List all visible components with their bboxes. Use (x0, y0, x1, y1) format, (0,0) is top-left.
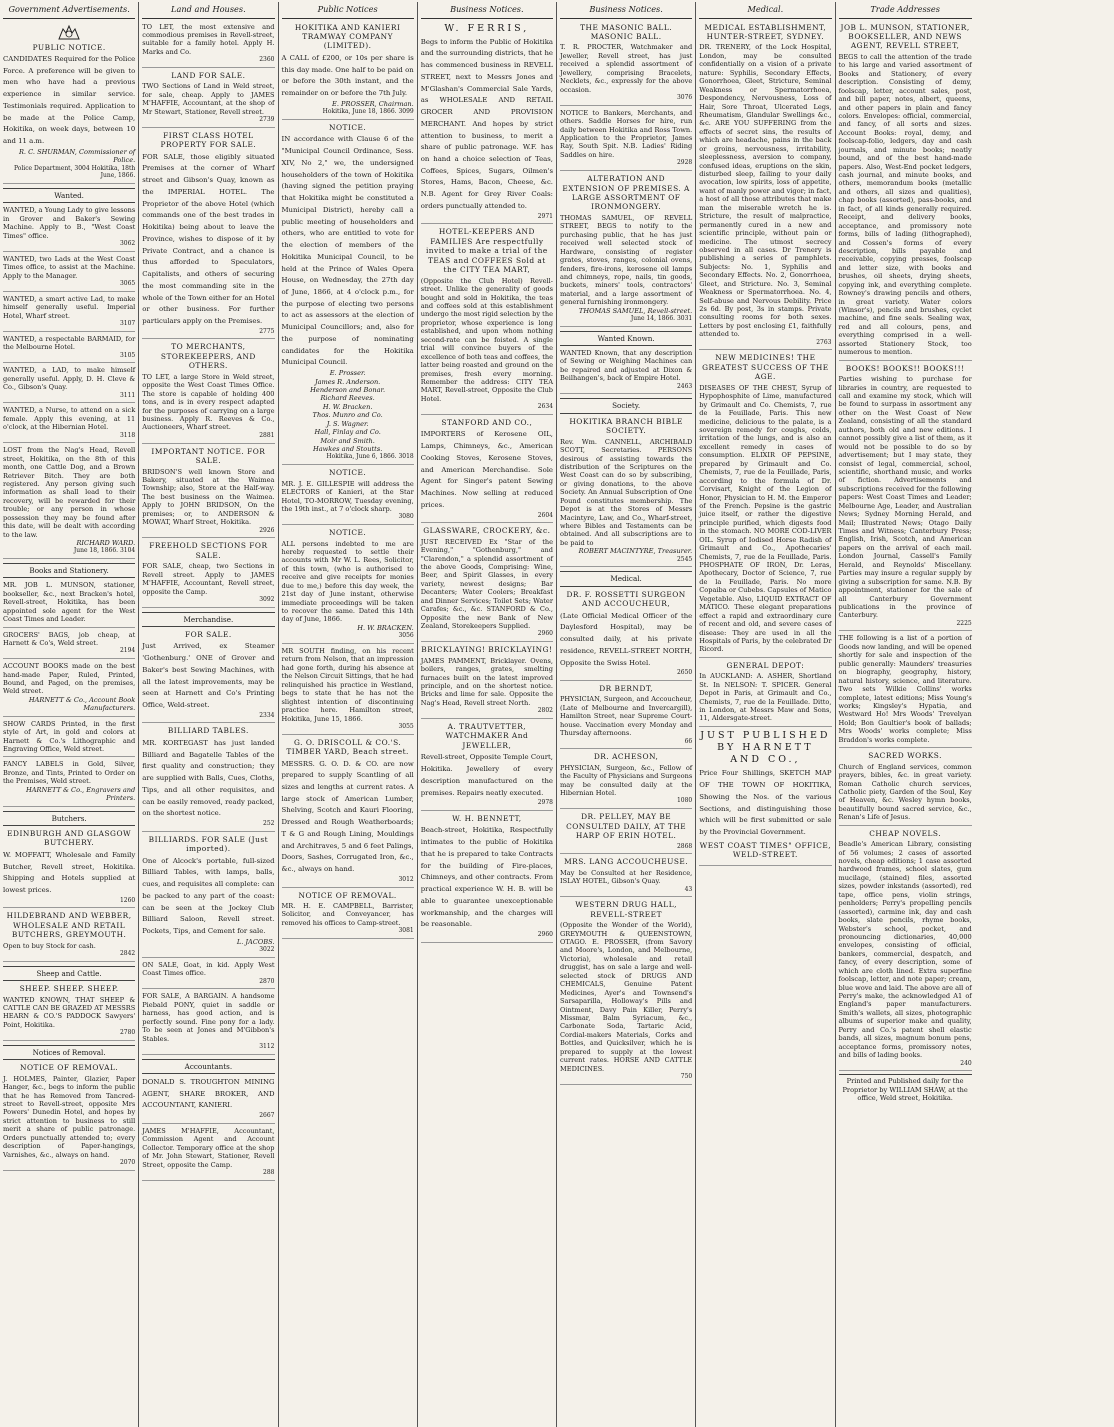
ad-ref: 3055 (398, 722, 414, 730)
ad-munson-agent (3, 581, 135, 627)
ad-text: T. R. PROCTER, Watchmaker and Jeweller, Revell street, has just received a splendid assortment of Jewellery, comprising Bracelets, Necklets, &c., expressly for the above occasion. (560, 43, 693, 94)
ad-text: Beach-street, Hokitika, Respectfully intimates to the public of Hokitika that he is prepared to take Contracts for the building of Fire-places, Chimneys, and other contracts. From practical experience W. H. B. will be able to guarantee unexceptionable workmanship, and the charges will be reasonable. (420, 826, 553, 929)
ad-signature: E. PROSSER, Chairman. (332, 99, 414, 108)
ad-wanted-lady (3, 206, 135, 251)
ad-text: SHOW CARDS Printed, in the first style of Art, in gold and colors at Harnett & Co.'s Lithographic and Engraving Office, Weld street. (3, 719, 136, 753)
ad-text: FOR SALE, A BARGAIN. A handsome Piebald PONY, quiet in saddle or harness, has good action, and is perfectly sound. Fine pony for a lady. To be seen at Jones and M'Gibbon's Stables. (142, 992, 275, 1043)
ad-ref: 2775 (259, 327, 275, 335)
column-trade-addresses (836, 2, 975, 1427)
signatory: Hawkes and Stoutts. (312, 445, 383, 454)
ad-headline: SACRED WORKS. (868, 751, 942, 761)
ad-gillespie (282, 468, 414, 525)
ad-ref: 2842 (119, 950, 136, 958)
ad-ref: 3081 (398, 927, 414, 935)
ad-to-merchants (142, 342, 274, 443)
ad-text: LOST from the Nag's Head, Revell street, Hokitika, on the 8th of this month, one Cattle Dog, and a Brown Retriever Bitch. They are both registered. Any person giving such information as shall lead to their recovery, will be rewarded for their trouble; or any person in whose possession they may be found after this date, will be dealt with according to the law. (3, 446, 136, 539)
ad-dr-rossetti (560, 590, 692, 681)
royal-crest-icon (57, 23, 81, 41)
ad-headline: EDINBURGH AND GLASGOW BUTCHERY. (7, 828, 132, 848)
ad-bridson-store (142, 447, 274, 539)
ad-text: W. MOFFATT, Wholesale and Family Butcher, Revell street, Hokitika. Shipping and Hotels supplied at lowest prices. (3, 850, 136, 894)
ad-text: Revell-street, Opposite Temple Court, Hokitika. Jewellery of every description manufactured on the premises. Repairs neatly executed. (420, 753, 553, 797)
ad-headline: BRICKLAYING! BRICKLAYING! (421, 645, 553, 655)
ad-headline: W. FERRIS, (444, 22, 530, 34)
signatory: H. W. Bracken. (322, 402, 373, 411)
ad-text: WANTED, a smart active Lad, to make himself generally useful. Imperial Hotel, Wharf street. (3, 294, 136, 320)
ad-mhaffie (142, 1127, 274, 1181)
ad-headline: MEDICAL ESTABLISHMENT, HUNTER-STREET, SYDNEY. (704, 22, 827, 41)
ad-masonic-ball (560, 23, 692, 106)
ad-ref: 3105 (119, 351, 136, 359)
ad-tramway-company (282, 23, 414, 120)
ad-ref: 2763 (816, 338, 832, 346)
ad-text: TO LET, a large Store in Weld street, opposite the West Coast Times Office. The store is capable of holding 400 tons, and is in every respect adapted for the purposes of carrying on a large business. Apply R. Reeves & Co., Auctioneers, Wharf street. (142, 372, 275, 432)
ad-ref: 43 (684, 885, 693, 893)
ad-signature: ROBERT MACINTYRE, Treasurer. (578, 547, 693, 556)
ad-ref: 3062 (119, 240, 136, 248)
ad-ref: 2194 (119, 647, 136, 655)
ad-text: (Late Official Medical Officer of the Daylesford Hospital), may be consulted daily, at his private residence, REVELL-STREET NORTH, Opposite the Swiss Hotel. (560, 611, 693, 667)
ad-text: DONALD S. TROUGHTON MINING AGENT, SHARE BROKER, AND ACCOUNTANT, KANIERI. (142, 1077, 275, 1110)
section-heading: Butchers. (3, 811, 135, 826)
ad-sewing-machine (142, 630, 274, 724)
ad-sewing-repairs (560, 349, 692, 394)
section-heading: Medical. (560, 571, 692, 586)
column-business-notices-2 (557, 2, 696, 1427)
ad-headline: NOTICE. (328, 122, 367, 132)
ad-headline: NEW MEDICINES! THE GREATEST SUCCESS OF THE AGE. (702, 353, 829, 382)
ad-ref: June 14, 1866. 3031 (630, 315, 693, 323)
ad-ref: 3111 (119, 391, 136, 399)
ad-bricklaying (421, 645, 553, 719)
ad-ref: 2960 (537, 630, 553, 638)
ad-text: Just Arrived, ex Steamer 'Gothenburg.' ONE of Grover and Baker's best Sewing Machines, with all the latest improvements, may be seen at Harnett and Co's Printing Office, Weld-street. (142, 642, 275, 709)
ad-headline: FOR SALE. (185, 629, 232, 639)
ad-glassware (421, 526, 553, 642)
ad-text: WANTED KNOWN, THAT SHEEP & CATTLE CAN BE GRAZED AT MESSRS HEARN & CO.'S PADDOCK Sawyers' Point, Hokitika. (3, 995, 136, 1029)
ad-text: FOR SALE, cheap, two Sections in Revell street. Apply to JAMES M'HAFFIE, Accountant, Revell street, opposite the Camp. (142, 562, 275, 596)
ad-ref: 2960 (537, 931, 553, 939)
ad-headline: NOTICE OF REMOVAL. (20, 1063, 119, 1073)
ad-text: BEGS to call the attention of the trade to his large and varied assortment of Books and Stationery, of every description. Consisting of demy, foolscap, letter, account sales, post, and bill paper, notes, albert, queens, and other papers in plain and fancy colors. Envelopes: official, commercial, and fancy, of all sorts and sizes. Account Books: royal, demy, and foolscap-folio, ledgers, day and cash journals, and minute books; neatly bound, and of the best hand-made papers. Also, West-End pocket ledgers, cash journal, and minute books, and others, memorandum books (metallic and others, all sizes and qualities), chap books (assorted), pass-books, and in fact, of all kinds generally required. Receipt, and delivery books, acceptance, and promissory note forms, bills of lading (lithographed), and Cossen's forms of every description, bills payable and receivable, copying presses, foolscap and letter size, with books and brushes, oil sheets, drying sheets, copying ink, and everything complete. Rowney's drawing pencils and others, in great variety. Water colors (Winsor's), pencils and brushes, cyclet machine, and fine seals. Sealing wax, red and all colours, pens, and everything comprised in a well-assorted Stationery Stock, too numerous to mention. (838, 52, 972, 357)
ad-text: NOTICE to Bankers, Merchants, and others. Saddle Horses for hire, run daily between Hokitika and Ross Town. Application to the Proprietor, James Ray, South Spit. N.B. Ladies' Riding Saddles on hire. (560, 108, 693, 159)
column-public-notices (279, 2, 418, 1427)
ad-text: PHYSICIAN, Surgeon, &c., Fellow of the Faculty of Physicians and Surgeons may be consulted daily at the Hibernian Hotel. (560, 763, 693, 798)
signatory: Moir and Smith. (320, 436, 375, 445)
ad-ferris-grocer (421, 23, 553, 225)
ad-headline: G. O. DRISCOLL & CO.'S. TIMBER YARD, Beach street. (286, 737, 409, 757)
ad-to-let-premises (142, 23, 274, 68)
ad-text: DR. TRENERY, of the Lock Hospital, London, may be consulted confidentially on a vision of a private nature: Syphilis, Secondary Effects, Gonorrhoea, Gleet, Stricture, Seminal Weakness or Spermatorrhoea, Despondency, Nervousness, Loss of Hair, Sore Throat, Ulcerated Legs, Rheumatism, Glandular Swellings &c., &c. ARE YOU SUFFERING from the effects of secret sins, the results of which are headache, pains in the back or groins, nervousness, irritability, sleeplessness, aversion to company, confused ideas, eruptions on the skin, disturbed sleep, failing to your daily avocation, low spirits, loss of appetite, want of manly power and vigor; in fact, a host of all those attributes that make man the miserable wretch he is. Stricture, the result of malpractice, permanently cured in a new and scientific principle, without pain or medicine. The utmost secrecy observed in all cases. Dr Trenery is publishing a series of pamphlets. Subjects: No. 1, Syphilis and Secondary Effects. No. 2, Gonorrhoea, Gleet, and Stricture. No. 3, Seminal Weakness or Spermatorrhoea. No. 4, Self-abuse and Nervous Debility. Price 2s 6d. By post, 3s in stamps. Private consulting rooms for both sexes. Letters by post enclosing £1, faithfully attended to. (699, 43, 832, 339)
ad-bennett (421, 814, 553, 943)
ad-text: One of Alcock's portable, full-sized Billiard Tables, with lamps, balls, cues, and requisites all complete: can be packed to any part of the coast: can be seen at the Jockey Club Billiard Saloon, Revell street. Pockets, Tips, and Cement for sale. (142, 856, 275, 935)
ad-billiards-for-sale (142, 835, 274, 958)
ad-ref: 252 (263, 819, 275, 827)
ad-sacred-works (839, 751, 972, 826)
column-heading: Medical. (699, 2, 831, 19)
ad-signature: RICHARD WARD. (76, 539, 136, 547)
ad-text: DISEASES OF THE CHEST, Syrup of Hypophosphite of Lime, manufactured by Grimault and Co. Chemists, 7, rue de la Feuillade, Paris. This new medicine, delicious to the palate, is a sovereign remedy for coughs, colds, irritation of the lungs, and is also an excellent remedy in cases of consumption. ELIXIR OF PEPSINE, prepared by Grimault and Co. Chemists, 7, rue de la Feuillade, Paris, according to the formula of Dr. Corvisart, Knight of the Legion of Honor, Physician to H. M. the Emperor of the French. Pepsine is the gastric juice itself, or rather the digestive principle purified, which digests food in the stomach. NO MORE COD-LIVER OIL. Syrup of Iodised Horse Radish of Grimault and Co., Apothecaries' Chemists, 7, rue de la Feuillade, Paris. PHOSPHATE OF IRON, Dr. Leras, Apothecary, Doctor of Science, 7, rue de la Feuillade, Paris. No more Copaiba or Cubebs. Capsules of Matico Vegetable. Also, LIQUID EXTRACT OF MATICO. These elegant preparations effect a rapid and extraordinary cure of recent and old, and severe cases of disease: They are used in all the Hospitals of Paris, by the celebrated Dr Ricord. (699, 383, 832, 654)
ad-headline: HOKITIKA BRANCH BIBLE SOCIETY. (569, 416, 683, 436)
ad-headline: BILLIARD TABLES. (167, 726, 249, 736)
ad-text: IMPORTERS of Kerosene OIL, Lamps, Chimneys, &c., American Cooking Stoves, Kerosene Stoves, and American Merchandise. Sole Agent for Singer's patent Sewing Machines. Now selling at reduced prices. (420, 430, 553, 509)
ad-ref: Hokitika, June 18, 1866. 3099 (322, 108, 414, 116)
ad-headline: HOKITIKA AND KANIERI TRAMWAY COMPANY (LIMITED). (294, 22, 401, 51)
ad-ref: 2928 (676, 159, 693, 167)
ad-text: IN accordance with Clause 6 of the "Municipal Council Ordinance, Sess. XIV, No 2," we, the undersigned householders of the town of Hokitika (having signed the petition praying that Hokitika might be constituted a Municipal District), hereby call a public meeting of householders and others, who are entitled to vote for the election of members of the Hokitika Municipal Council, to be held at the Prince of Wales Opera House, on Wednesday, the 27th day of June, 1866, at 4 o'clock p.m., for the purpose of electing two persons to act as assessors at the election of Municipal Councillors; and, also for the purpose of nominating candidates for the Hokitika Municipal Council. (281, 135, 414, 367)
ad-ref: 2225 (956, 619, 972, 627)
ad-text: TWO Sections of Land in Weld street, for sale, cheap. Apply to JAMES M'HAFFIE, Accountant, at the shop of Mr Stewart, Stationer, Revell street. (142, 82, 275, 116)
ad-wanted-lads (3, 255, 135, 292)
ad-headline: BOOKS! BOOKS!! BOOKS!!! (845, 363, 965, 373)
section-heading: Wanted. (3, 188, 135, 203)
ad-text: A CALL of £200, or 10s per share is this day made. One half to be paid on or before the 30th instant, and the remainder on or before the 7th July. (281, 53, 414, 98)
section-heading: Notices of Removal. (3, 1045, 135, 1060)
ad-samuel-ironmongery (560, 174, 692, 327)
column-heading: Public Notices (282, 2, 414, 19)
ad-signature: HARNETT & Co., Engravers and Printers. (26, 785, 136, 803)
ad-text: BRIDSON'S well known Store and Bakery, situated at the Waimea Township; also, Store at the Half-way. The best business on the Waimea. Apply to JOHN BRIDSON, On the premises; or, to ANDERSON & MOWAT, Wharf Street, Hokitika. (142, 467, 275, 527)
ad-ref: June 18, 1866. 3104 (73, 547, 136, 555)
ad-ref: 2634 (537, 403, 553, 411)
ad-saddle-horses (560, 109, 692, 171)
ad-ref: 66 (684, 737, 693, 745)
section-heading: Accountants. (142, 1059, 274, 1074)
ad-text: MR. JOB L. MUNSON, stationer, bookseller, &c., next Bracken's hotel, Revell-street, Hokitika, has been appointed sole agent for the West Coast Times and Leader. (3, 581, 136, 624)
ad-western-drug-hall (560, 900, 692, 1084)
ad-ref: 2971 (537, 212, 553, 220)
ad-holmes-removal (3, 1063, 135, 1171)
ad-campbell-removal (282, 891, 414, 939)
ad-show-cards (3, 720, 135, 758)
ad-headline: DR. PELLEY, MAY BE CONSULTED DAILY, AT THE HARP OF ERIN HOTEL. (566, 812, 687, 841)
ad-ref: 2926 (259, 526, 275, 534)
ad-ref: 750 (680, 1073, 693, 1081)
ad-headline: STANFORD AND CO., (441, 417, 533, 427)
ad-headline: W. H. BENNETT, (452, 813, 522, 823)
ad-text: TO LET, the most extensive and commodious premises in Revell-street, suitable for a family hotel. Apply H. Marks and Co. (142, 22, 275, 56)
ad-text: Church of England services, common prayers, bibles, &c. in great variety. Roman Catholic church services, Catholic piety, Garden of the Soul, Key of Heaven, &c. Wesley hymn books, beautifully bound sacred service, &c., Renan's Life of Jesus. (838, 762, 972, 822)
ad-text: (Opposite the Wonder of the World), GREYMOUTH & QUEENSTOWN, OTAGO. E. PROSSER, (from Savory and Moore's, London, and Melbourne, Victoria), wholesale and retail druggist, has on sale a large and well-selected stock of DRUGS AND CHEMICALS, Genuine Patent Medicines, Ayer's and Townsend's Sarsaparilla, Holloway's Pills and Ointment, Davy Pain Killer, Perry's Missmar, Balm Syriacum, &c., Carbonate Soda, Tartaric Acid, Cordial-makers Materials, Corks and Bottles, and Quicksilver, which he is prepared to supply at the lowest current rates. HORSE AND CATTLE MEDICINES. (560, 921, 693, 1073)
ad-text: WANTED, two Lads at the West Coast Times office, to assist at the Machine. Apply to the Manager. (3, 254, 136, 280)
ad-municipal-notice (282, 123, 414, 465)
ad-land-for-sale (142, 71, 274, 128)
ad-munson-stationer (839, 23, 972, 361)
ad-headline: GENERAL DEPOT: (726, 660, 805, 670)
ad-text: MR SOUTH finding, on his recent return from Nelson, that an impression had gone forth, during his absence at the Nelson Circuit Sittings, that he had relinquished his practice in Westland, begs to state that he has not the slightest intention of discontinuing practice here. Hamilton street, Hokitika, June 15, 1866. (281, 647, 414, 723)
ad-ref: 3056 (398, 632, 414, 640)
ad-headline: A. TRAUTVETTER, WATCHMAKER And JEWELLER, (445, 721, 529, 750)
ad-mr-south (282, 647, 414, 735)
ad-ref: 3065 (119, 280, 136, 288)
ad-headline: GLASSWARE, CROCKERY, &c. (423, 526, 551, 536)
ad-headline: NOTICE OF REMOVAL. (298, 890, 397, 900)
ad-ref: 2545 (676, 555, 693, 563)
ad-signature: R. C. SHURMAN, Commissioner of Police. (18, 147, 136, 165)
ad-ref: Police Department, 3004 Hokitika, 18th June, 1866. (13, 164, 136, 180)
signatory: Richard Reeves. (320, 394, 375, 403)
ad-text: THOMAS SAMUEL, OF REVELL STREET, BEGS to notify to the purchasing public, that he has just received well selected stock of Hardware, consisting of register grates, stoves, ranges, colonial ovens, fenders, fire-irons, kerosene oil lamps and chimneys, rope, nails, tin goods, buckets, miners' tools, contractors' material, and a large assortment of general furnishing ironmongery. (560, 213, 693, 307)
ad-text: MR. J. E. GILLESPIE will address the ELECTORS of Kanieri, at the Star Hotel, TO-MORROW, Tuesday evening, the 19th inst., at 7 o'clock sharp. (281, 479, 414, 513)
ad-text: ON SALE, Goat, in kid. Apply West Coast Times office. (142, 960, 275, 978)
ad-ref: 3118 (119, 431, 136, 439)
ad-headline: NOTICE. (328, 468, 367, 478)
ad-headline: ALTERATION AND EXTENSION OF PREMISES. A LARGE ASSORTMENT OF IRONMONGERY. (562, 174, 690, 212)
ad-text: Rev. Wm. CANNELL, ARCHIBALD SCOTT, Secretaries. PERSONS desirous of assisting towards the distribution of the Scriptures on the West Coast can do so by subscribing, or giving donations, to the above Society. An Annual Subscription of One Pound constitutes membership. The Depot is at the Stores of Messrs Macintyre, Law, and Co., Wharf-street, where Bibles and Testaments can be obtained. And all subscriptions are to be paid to (560, 437, 693, 547)
ad-ref: 3107 (119, 320, 136, 327)
signatory: Hall, Finlay and Co. (314, 428, 381, 437)
section-heading: Wanted Known. (560, 331, 692, 346)
ad-ref: 288 (263, 1168, 275, 1176)
ad-text: In AUCKLAND: A. ASHER, Shortland St. In NELSON: T. SPICER. General Depot in Paris, at Grimault and Co., Chemists, 7, rue de la Feuillade. Ditto, in London, at Messrs Maw and Sons, 11, Aldersgate-street. (699, 672, 832, 723)
ad-text: MR. KORTEGAST has just landed Billiard and Bagatelle Tables of the first quality and construction; they are supplied with Balls, Cues, Cloths, Tips, and all other requisites, and can be easily removed, ready packed, on the shortest notice. (142, 738, 275, 818)
ad-headline: HILDEBRAND AND WEBBER, WHOLESALE AND RETAIL BUTCHERS, GREYMOUTH. (6, 911, 132, 940)
ad-text: JAMES PAMMENT, Bricklayer. Ovens, boilers, ranges, grates, smelting furnaces built on the latest improved principle, and on the shortest notice. Bricks and lime for sale. Opposite the Nag's Head, Revell street North. (420, 656, 553, 707)
ad-trautvetter (421, 722, 553, 811)
ad-text: WANTED, a respectable BARMAID, for the Melbourne Hotel. (3, 334, 136, 352)
ad-text: Price Four Shillings, SKETCH MAP OF THE TOWN OF HOKITIKA, Showing the Nos. of the various Sections, and distinguishing those which will be first submitted or sale by the Provincial Government. (699, 769, 832, 837)
ad-dr-berndt (560, 684, 692, 749)
ad-text: JUST RECEIVED Ex "Star of the Evening," "Gothenburg," and "Clarendon," a splendid assortment of the above Goods, Comprising: Wine, Beer, and Spirit Glasses, in every variety, newest designs; Bar Decanters; Water Coolers; Breakfast and Dinner Services; Toilet Sets; Water Carafes; &c., &c. STANFORD & Co., Opposite the new Bank of New Zealand, Storekeepers Supplied. (420, 537, 553, 631)
ad-text: MR. H. E. CAMPBELL, Barrister, Solicitor, and Conveyancer, has removed his offices to Camp-street. (281, 902, 414, 927)
ad-ref: 2881 (259, 431, 275, 439)
ad-police-notice (3, 43, 135, 185)
ad-bible-society (560, 417, 692, 568)
ad-dr-acheson (560, 752, 692, 809)
ad-ref: 1080 (676, 797, 693, 805)
ad-headline: SHEEP. SHEEP. SHEEP. (19, 984, 119, 994)
ad-text: WANTED, a Young Lady to give lessons in Grover and Baker's Sewing Machine. Apply to B., "West Coast Times" office. (3, 206, 136, 240)
ad-ref: 2739 (259, 116, 275, 124)
column-medical (696, 2, 835, 1427)
ad-ref: 240 (960, 1059, 972, 1067)
ad-ref: 2780 (119, 1029, 136, 1037)
ad-text: Beadle's American Library, consisting of 56 volumes; 2 cases of assorted novels, cheap editions; 1 case assorted hardwood frames, school slates, gum mucilage, (stained) files, assorted sizes, powder inkstands (assorted), red tape, office pens, violin strings, penholders; Perry's propelling pencils (assorted), carmine ink, day and cash books, slate pencils, rhyme books, Webster's school, pocket, and pronouncing dictionaries, 40,000 envelopes, consisting of official, bankers, commercial, despatch, and fancy, of every description, some of which are cloth lined. Extra superfine foolscap, letter, and note paper; cream, blue wove and laid. The above are all of Perry's make, the acknowledged A1 of England's paper manufacturers. Smith's wallets, all sizes, photographic albums of superior make and quality, Perry and Co.'s patent shell elastic bands, all sizes, magnum bonum pens, acceptance forms, promissory notes, and bills of lading books. (838, 840, 972, 1060)
ad-text: Parties wishing to purchase for libraries in country, are requested to call and examine my stock, which will be found to surpass in assortment any other on the West Coast of New Zealand, consisting of all the standard authors, both old and new editions. I cannot possibly give a list of them, as it would not be possible to do so by advertisement; but I may state, they consist of legal, commercial, school, scientific, shorthand music, and works of fiction. Advertisements and subscriptions received for the following papers: West Coast Times and Leader; Melbourne Age, Leader, and Australian News; Sydney Morning Herald, and Mail; Illustrated News; Otago Daily Times and Witness; Canterbury Press; English, Irish, Scotch, and American papers on the arrival of each mail. London Journal, Cassell's Family Herald, and Reynolds' Miscellany. Parties may insure a regular supply by giving a subscription for same. N.B. By appointment, stationer for the sale of all Canterbury Government publications in the province of Canterbury. (838, 375, 972, 620)
ad-ref: 2604 (537, 511, 553, 519)
printer-imprint: Printed and Published daily for the Proprietor by WILLIAM SHAW, at the office, Weld street, Hokitika. (839, 1074, 972, 1102)
ad-text: J. HOLMES, Painter, Glazier, Paper Hanger, &c., begs to inform the public that he has Removed from Tancred-street to Revell-street, opposite Mrs Powers' Dunedin Hotel, and hopes by strict attention to business to still merit a share of public patronage. Orders punctually attended to; every description of Paper-hangings, Varnishes, &c., always on hand. (3, 1074, 136, 1159)
ad-lost-dogs (3, 446, 135, 559)
ad-ref: 2802 (537, 707, 553, 715)
ad-billiard-tables (142, 726, 274, 831)
ad-ref: Hokitika, June 6, 1866. 3018 (326, 453, 414, 461)
ad-ref: 3012 (398, 875, 414, 883)
ad-text: FANCY LABELS in Gold, Silver, Bronze, and Tints, Printed to Order on the Premises, Weld street. (3, 760, 136, 786)
ad-text: Open to buy Stock for cash. (3, 941, 96, 950)
ad-bracken-debts (282, 528, 414, 644)
ad-ref: 2070 (119, 1159, 136, 1167)
ad-headline: FIRST CLASS HOTEL PROPERTY FOR SALE. (160, 130, 257, 150)
ad-ref: 2978 (537, 799, 553, 807)
ad-text: CANDIDATES Required for the Police Force. A preference will be given to men who have had a previous experience in similar service. Testimonials required. Application to be made at the Police Camp, Hokitika, on week days, between 10 and 11 a.m. (3, 54, 136, 146)
ad-city-tea-mart (421, 227, 553, 415)
section-heading: Books and Stationery. (3, 563, 135, 578)
ad-headline: HOTEL-KEEPERS AND FAMILIES Are respectfully invited to make a trial of the TEAS and COFFEES Sold at the CITY TEA MART, (425, 227, 548, 275)
column-business-notices-1 (418, 2, 557, 1427)
ad-ref: 1260 (119, 896, 136, 904)
ad-text: (Opposite the Club Hotel) Revell-street. Unlike the generality of goods bought and sold in Hokitika, the teas and coffees sold at this establishment undergo the most rigid selection by the proprietor, whose experience is long established, and upon whom nothing second-rate can be foisted. A single trial will convince buyers of the excellence of both teas and coffees, the latter being roasted and ground on the premises, fresh every morning. Remember the address: CITY TEA MART, Revell-street, Opposite the Club Hotel. (420, 276, 553, 403)
ad-wanted-barmaid (3, 335, 135, 364)
ad-headline: WESTERN DRUG HALL, REVELL-STREET (575, 900, 677, 919)
column-heading: Trade Addresses (839, 2, 972, 19)
ad-driscoll-timber (282, 738, 414, 888)
ad-headline: TO MERCHANTS, STOREKEEPERS, AND OTHERS. (160, 342, 256, 371)
ad-fancy-labels (3, 760, 135, 806)
ad-grocers-bags (3, 631, 135, 660)
ad-text: ALL persons indebted to me are hereby requested to settle their accounts with Mr W. L. Rees, Solicitor, of this town, (who is authorised to receive and give receipts for monies due to me,) before this day week, the 21st day of June instant, otherwise immediate proceedings will be taken to recover the same. Dated this 14th day of June, 1866. (281, 539, 414, 624)
ad-ref: 2463 (676, 382, 693, 390)
column-heading: Land and Houses. (142, 2, 274, 19)
ad-ref: 2868 (676, 842, 693, 850)
ad-text: May be Consulted at her Residence, ISLAY HOTEL, Gibson's Quay. (560, 868, 693, 886)
section-heading: Sheep and Cattle. (3, 966, 135, 981)
ad-headline: PUBLIC NOTICE. (32, 42, 106, 52)
ad-headline: MRS. LANG ACCOUCHEUSE. (564, 857, 689, 867)
ad-text: MESSRS. G. O. D. & CO. are now prepared to supply Scantling of all sizes and lengths at current rates. A large stock of American Lumber, Shelving, Scotch and Kauri Flooring, Dressed and Rough Weatherboards; T & G and Rough Lining, Mouldings and Architraves, 5 and 6 feet Palings, Doors, Sashes, Corrugated Iron, &c., &c., always on hand. (281, 759, 414, 874)
signatory: J. S. Wagner. (326, 419, 369, 428)
ad-headline: DR. ACHESON, (593, 752, 659, 762)
ad-headline: JUST PUBLISHED BY HARNETT AND CO., (700, 729, 831, 766)
ad-edinburgh-butchery (3, 829, 135, 909)
ad-ref: 2334 (259, 711, 275, 719)
ad-signature: HARNETT & Co., Account Book Manufacturers. (28, 695, 136, 713)
ad-wanted-smart-lad (3, 295, 135, 332)
ad-sheep-grazing (3, 984, 135, 1041)
ad-signature: H. W. BRACKEN. (357, 623, 414, 632)
ad-goat-sale (142, 961, 274, 990)
ad-ref: 3076 (676, 94, 693, 102)
ad-pony-sale (142, 992, 274, 1054)
ad-text: WANTED, a LAD, to make himself generally useful. Apply, D. H. Cleve & Co., Gibson's Quay. (3, 366, 136, 392)
ad-signature: THOMAS SAMUEL, Revell-street. (578, 306, 693, 315)
ad-mrs-lang (560, 857, 692, 897)
ad-ref: 3080 (398, 513, 414, 521)
ad-hildebrand-webber (3, 911, 135, 962)
ad-hotel-property (142, 131, 274, 340)
ad-sketch-map (699, 730, 831, 866)
ad-general-depot (699, 661, 831, 727)
ad-text: THE following is a list of a portion of Goods now landing, and will be opened shortly for sale and inspection of the public generally: Maunders' treasuries on biography, geography, history, natural history, science, and literature. Two sets Wilkie Collins' works complete, latest editions; Miss Young's works; Kingsley's Hypatia, and Westward Ho! Mrs Woods' Trevelyan Hold; Bon Gaultier's book of ballads; Mrs Woods' works complete; Miss Braddon's works complete. (838, 634, 972, 744)
ad-text: ACCOUNT BOOKS made on the best hand-made Paper, Ruled, Printed, Bound, and Paged, on the premises, Weld street. (3, 662, 136, 696)
section-heading: Society. (560, 398, 692, 413)
section-heading: Merchandise. (142, 612, 274, 627)
ad-ref: 2870 (259, 977, 275, 985)
ad-headline: JOB L. MUNSON, STATIONER, BOOKSELLER, AND NEWS AGENT, REVELL STREET, (840, 22, 970, 51)
ad-stanford-kerosene (421, 418, 553, 523)
ad-headline: CHEAP NOVELS. (869, 828, 942, 838)
ad-text: WANTED, a Nurse, to attend on a sick female. Apply this evening, at 11 o'clock, at the Hibernian Hotel. (3, 406, 136, 432)
ad-dr-pelley (560, 812, 692, 854)
signatories-list (282, 369, 414, 453)
ad-text: FOR SALE, those eligibly situated Premises at the corner of Wharf street and Gibson's Quay, known as the IMPERIAL HOTEL. The Proprietor of the above Hotel (which commands one of the best trades in Hokitika) being about to leave the Province, wishes to dispose of it by Private Contract, and a chance is thus afforded to Speculators, Capitalists, and others of securing the most commanding site in the whole of the Town either for an Hotel or other business. For further particulars apply on the Premises. (142, 152, 275, 326)
ad-headline: NOTICE. (328, 528, 367, 538)
ad-headline: BILLIARDS. FOR SALE (Just imported). (148, 834, 269, 854)
ad-freehold-sections (142, 541, 274, 607)
ad-cheap-novels (839, 829, 972, 1072)
column-heading: Business Notices. (421, 2, 553, 19)
ad-ref: 2360 (259, 56, 275, 64)
column-government-advertisements (0, 2, 139, 1427)
ad-troughton (142, 1077, 274, 1124)
ad-headline: LAND FOR SALE. (171, 70, 246, 80)
ad-new-medicines (699, 353, 831, 657)
ad-headline: FREEHOLD SECTIONS FOR SALE. (149, 541, 268, 560)
ad-text: WANTED Known, that any description of Sewing or Weighing Machines can be repaired and adjusted at Dixon & Beilhangen's, back of Empire Hotel. (560, 349, 693, 383)
ad-headline: IMPORTANT NOTICE. FOR SALE. (151, 446, 266, 466)
column-land-and-houses (139, 2, 278, 1427)
ad-headline: THE MASONIC BALL. MASONIC BALL. (580, 22, 673, 41)
ad-ref: 3112 (259, 1043, 275, 1051)
ad-ref: 3092 (259, 595, 275, 603)
ad-ref: 2650 (676, 669, 693, 677)
ad-ref: 2667 (259, 1112, 275, 1120)
signatory: James R. Anderson. (314, 377, 381, 386)
ad-wanted-lad-cleve (3, 366, 135, 403)
ad-headline: DR. F. ROSSETTI SURGEON AND ACCOUCHEUR, (566, 589, 686, 609)
ad-dr-trenery (699, 23, 831, 351)
ad-wanted-nurse (3, 406, 135, 443)
ad-ref: 3022 (259, 946, 275, 954)
ad-goods-list (839, 634, 972, 748)
ad-signature: L. JACOBS. (236, 937, 275, 946)
column-heading: Government Advertisements. (3, 2, 135, 19)
ad-text: PHYSICIAN, Surgeon, and Accoucheur, (Late of Melbourne and Invercargill), Hamilton Street, near Supreme Court-house. Vaccination every Monday and Thursday afternoons. (560, 695, 693, 738)
ad-signature: WEST COAST TIMES" OFFICE, WELD-STREET. (699, 840, 832, 860)
ad-text: GROCERS' BAGS, job cheap, at Harnett & Co's, Weld street. (3, 630, 136, 647)
signatory: Thos. Munro and Co. (312, 411, 383, 420)
ad-text: JAMES M'HAFFIE, Accountant, Commission Agent and Account Collector. Temporary office at the shop of Mr. John Stewart, Stationer, Revell Street, opposite the Camp. (142, 1126, 275, 1169)
column-heading: Business Notices. (560, 2, 692, 19)
signatory: Henderson and Bonar. (310, 385, 386, 394)
signatory: E. Prosser. (329, 369, 366, 378)
ad-books (839, 364, 972, 632)
ad-text: Begs to inform the Public of Hokitika and the surrounding districts, that he has commenced business in REVELL STREET, next to Messrs Jones and M'Glashan's Commercial Sale Yards, as WHOLESALE AND RETAIL GROCER AND PROVISION MERCHANT. And hopes by strict attention to business, to merit a share of public patronage. W.F. has on hand a choice selection of Teas, Coffees, Spices, Sugars, Oilmen's Stores, Hams, Bacon, Cheese, &c. N.B. Agent for Grey River Coals: orders punctually attended to. (420, 37, 553, 210)
ad-account-books (3, 662, 135, 717)
ad-headline: DR BERNDT, (599, 683, 654, 693)
